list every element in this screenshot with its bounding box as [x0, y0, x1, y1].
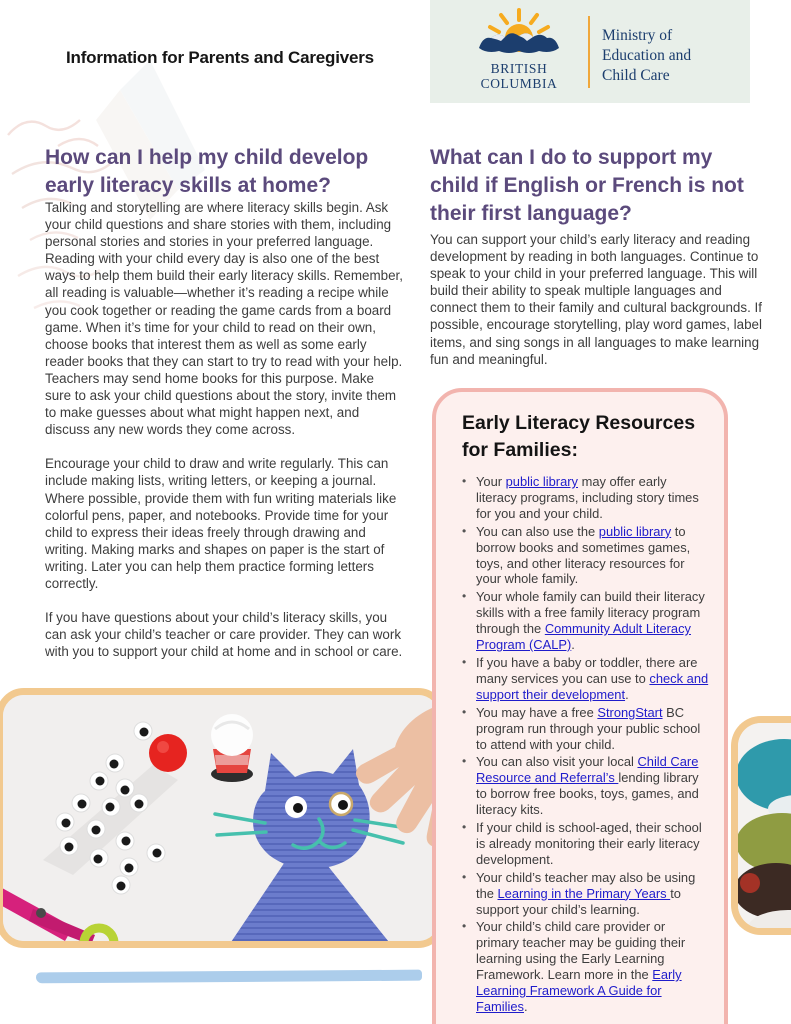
resource-item	[462, 820, 710, 868]
body-paragraph: Talking and storytelling are where literacy skills begin. Ask your child questions and share stories with them, including personal stories and stories in your preferred language. Reading with your child every day is also one of the best ways to help them build their early literacy skills. Remember, all reading is valuable—whether it’s reading a recipe while you cook together or reading the game cards from a board game. When it’s time for your child to read on their own, choose books that interest them as well as some early reader books that they can start to try to read with your help. Teachers may send home books for this purpose. Make sure to ask your child questions about the story, invite them to make guesses about what might happen next, and discuss any new words they come across.	[45, 200, 403, 438]
blue-marker-stroke-decoration	[36, 970, 422, 984]
resource-item	[462, 474, 710, 522]
resources-panel	[432, 388, 728, 1024]
right-column-body	[430, 231, 762, 368]
resource-item	[462, 655, 710, 703]
logo-divider	[588, 16, 590, 88]
resource-item	[462, 705, 710, 753]
resource-text: .	[625, 686, 629, 702]
resource-item	[462, 919, 710, 1014]
resource-text: lending library to borrow free books, toys, games, and literacy kits.	[476, 770, 699, 818]
resource-text: You can also use the	[476, 523, 599, 539]
left-column-heading: How can I help my child develop early literacy skills at home?	[45, 146, 369, 197]
logo-org-line2: COLUMBIA	[480, 76, 558, 91]
resource-link[interactable]: Child Care Resource and Referral’s	[476, 754, 699, 786]
craft-photo-image	[0, 688, 446, 948]
resource-text: .	[524, 999, 528, 1014]
red-glue-cap	[149, 734, 187, 772]
resource-text: to support your child’s learning.	[476, 885, 681, 917]
resource-link[interactable]: StrongStart	[597, 704, 663, 720]
resource-link[interactable]: Community Adult Literacy Program (CALP)	[476, 621, 691, 653]
resource-text: If you have a baby or toddler, there are many services you can use to	[476, 654, 698, 686]
resource-text: You can also visit your local	[476, 754, 638, 770]
resource-text: .	[571, 637, 575, 653]
resource-link[interactable]: public library	[598, 523, 672, 539]
resource-text: If your child is school-aged, their school is already monitoring their early literacy development.	[476, 820, 702, 867]
resource-text: to borrow books and sometimes games, toys, and other literacy resources for your whole family.	[476, 523, 691, 587]
left-column-body	[45, 199, 403, 677]
resource-link[interactable]: Learning in the Primary Years	[497, 885, 671, 901]
resource-link[interactable]: Early Learning Framework A Guide for Families	[476, 967, 682, 1014]
ministry-line2: Education and	[602, 47, 692, 64]
body-paragraph: You can support your child’s early literacy and reading development by reading in both languages. Continue to speak to your child in your preferred language. This will build their ability to speak multiple languages and connect them to their family and cultural backgrounds. If possible, encourage storytelling, play word games, label items, and sing songs in all languages to make learning fun and meaningful.	[430, 232, 762, 367]
resource-item	[462, 589, 710, 653]
body-paragraph: Encourage your child to draw and write regularly. This can include making lists, writing letters, or keeping a journal. Where possible, provide them with fun writing materials like colorful pens, paper, and notebooks. Provide time for your child to express their ideas freely through drawing and writing. Making marks and shapes on paper is the start of writing. Later you can help them practice forming letters correctly.	[45, 456, 397, 591]
side-photo-image	[731, 716, 791, 935]
bc-logo	[454, 8, 584, 91]
ministry-line3: Child Care	[602, 67, 670, 84]
logo-org-line1: BRITISH	[490, 61, 548, 76]
resources-list	[462, 474, 710, 1015]
ministry-name	[602, 26, 691, 86]
resource-text: Your child’s teacher may also be using the	[476, 869, 696, 901]
resource-link[interactable]: check and support their development	[476, 670, 709, 702]
resource-text: may offer early literacy programs, including story times for you and your child.	[476, 474, 699, 521]
resource-text: Your	[476, 474, 506, 489]
glue-stick	[211, 714, 253, 782]
body-paragraph: If you have questions about your child’s literacy skills, you can ask your child’s teacher or care provider. They can work with you to support your child at home and in school or care.	[45, 610, 403, 660]
resource-text: Your child’s child care provider or primary teacher may be guiding their learning using the Early Learning Framework. Learn more in the	[476, 919, 686, 983]
page-title: Information for Parents and Caregivers	[66, 48, 374, 67]
resource-text: You may have a free	[476, 704, 598, 720]
sun-over-mountains-icon	[477, 8, 561, 56]
ministry-line1: Ministry of	[602, 27, 673, 44]
ministry-logo-panel	[430, 0, 750, 103]
resource-item	[462, 870, 710, 918]
resource-item	[462, 754, 710, 818]
resource-item	[462, 524, 710, 588]
resource-link[interactable]: public library	[505, 474, 578, 489]
right-column-heading: What can I do to support my child if English or French is not their first language?	[430, 146, 744, 225]
resources-heading: Early Literacy Resources for Families:	[462, 412, 696, 461]
resource-text: Your whole family can build their literacy skills with a free family literacy program through the	[476, 589, 705, 637]
resource-text: BC program run through your public school to attend with your child.	[476, 704, 701, 752]
